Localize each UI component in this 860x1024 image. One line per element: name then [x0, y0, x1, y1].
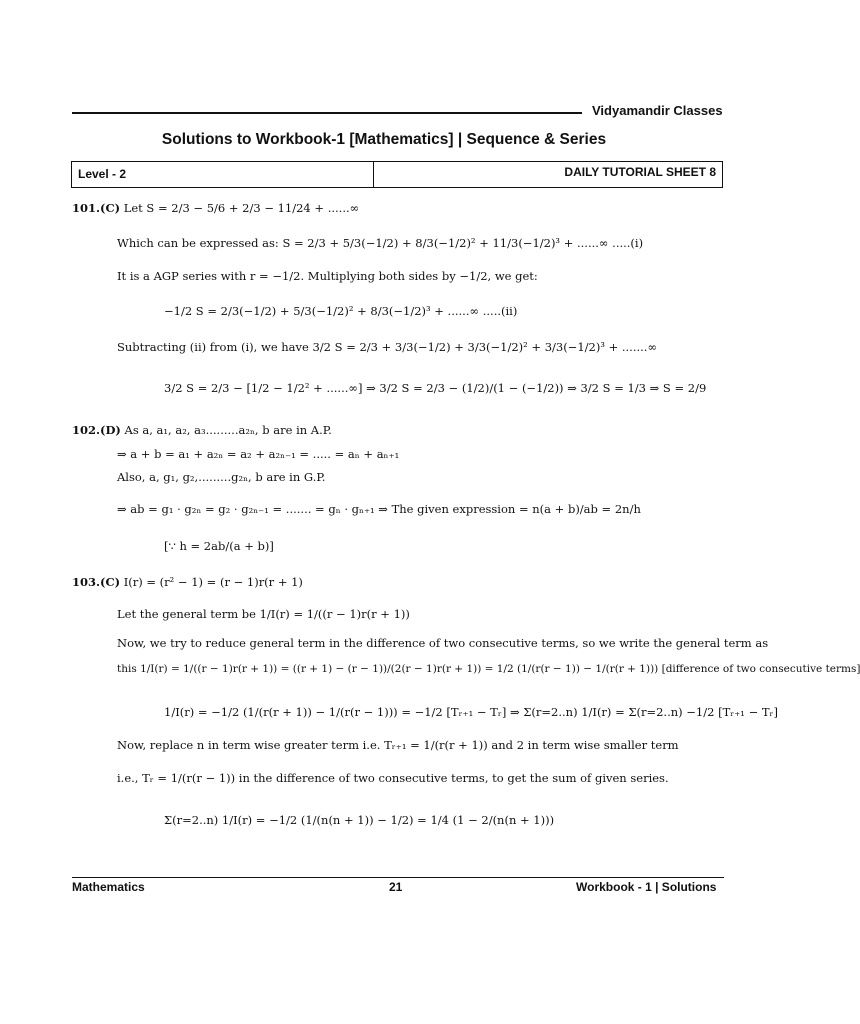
- q101-line-1: 101.(C) Let S = 2/3 − 5/6 + 2/3 − 11/24 + ......∞: [72, 201, 360, 215]
- q101-line-2: Which can be expressed as: S = 2/3 + 5/3(−1/2) + 8/3(−1/2)² + 11/3(−1/2)³ + ......∞ .....(i): [117, 236, 644, 250]
- q101-number: 101.(C): [72, 201, 121, 215]
- page-title: Solutions to Workbook-1 [Mathematics] | Sequence & Series: [161, 131, 607, 148]
- q103-line-4: this 1/I(r) = 1/((r − 1)r(r + 1)) = ((r + 1) − (r − 1))/(2(r − 1)r(r + 1)) = 1/2 (1/(r(r − 1)) − 1/(r(r + 1))) [difference of two consecutive terms]: [117, 663, 860, 675]
- q102-line-2: ⇒ a + b = a₁ + a₂ₙ = a₂ + a₂ₙ₋₁ = ..... = aₙ + aₙ₊₁: [117, 447, 400, 461]
- q101-line-3: It is a AGP series with r = −1/2. Multiplying both sides by −1/2, we get:: [117, 269, 538, 283]
- brand-name: Vidyamandir Classes: [592, 103, 723, 118]
- q102-line-4: ⇒ ab = g₁ · g₂ₙ = g₂ · g₂ₙ₋₁ = ....... = gₙ · gₙ₊₁ ⇒ The given expression = n(a + b)/ab = 2n/h: [117, 502, 641, 516]
- level-bar: [71, 161, 723, 188]
- q103-line-2: Let the general term be 1/I(r) = 1/((r − 1)r(r + 1)): [117, 607, 410, 621]
- q103-line-8: Σ(r=2..n) 1/I(r) = −1/2 (1/(n(n + 1)) − 1/2) = 1/4 (1 − 2/(n(n + 1))): [164, 813, 555, 827]
- q101-line-4: −1/2 S = 2/3(−1/2) + 5/3(−1/2)² + 8/3(−1/2)³ + ......∞ .....(ii): [164, 304, 518, 318]
- level-label: Level - 2: [72, 162, 374, 187]
- q102-number: 102.(D): [72, 423, 121, 437]
- q103-line-7: i.e., Tᵣ = 1/(r(r − 1)) in the difference of two consecutive terms, to get the sum of given series.: [117, 771, 669, 785]
- q102-line-5: [∵ h = 2ab/(a + b)]: [164, 539, 274, 553]
- q102-line-1: 102.(D) As a, a₁, a₂, a₃.........a₂ₙ, b are in A.P.: [72, 423, 332, 437]
- footer-rule: [72, 877, 724, 878]
- q103-line-3: Now, we try to reduce general term in the difference of two consecutive terms, so we write the general term as: [117, 636, 769, 650]
- q103-number: 103.(C): [72, 575, 121, 589]
- footer-book: Workbook - 1 | Solutions: [576, 880, 717, 894]
- footer-page-number: 21: [389, 880, 403, 894]
- header-rule: [72, 112, 582, 114]
- q103-line-6: Now, replace n in term wise greater term i.e. Tᵣ₊₁ = 1/(r(r + 1)) and 2 in term wise smaller term: [117, 738, 679, 752]
- sheet-label: DAILY TUTORIAL SHEET 8: [564, 165, 716, 179]
- q102-line-3: Also, a, g₁, g₂,.........g₂ₙ, b are in G.P.: [117, 470, 326, 484]
- q101-line-6: 3/2 S = 2/3 − [1/2 − 1/2² + ......∞] ⇒ 3/2 S = 2/3 − (1/2)/(1 − (−1/2)) ⇒ 3/2 S = 1/3 ⇒ S = 2/9: [164, 381, 707, 395]
- q103-line-1: 103.(C) I(r) = (r² − 1) = (r − 1)r(r + 1): [72, 575, 303, 589]
- footer-subject: Mathematics: [72, 880, 145, 894]
- q101-line-5: Subtracting (ii) from (i), we have 3/2 S = 2/3 + 3/3(−1/2) + 3/3(−1/2)² + 3/3(−1/2)³ + .......∞: [117, 340, 658, 354]
- q103-line-5: 1/I(r) = −1/2 (1/(r(r + 1)) − 1/(r(r − 1))) = −1/2 [Tᵣ₊₁ − Tᵣ] ⇒ Σ(r=2..n) 1/I(r) = Σ(r=2..n) −1/2 [Tᵣ₊₁ − Tᵣ]: [164, 705, 779, 719]
